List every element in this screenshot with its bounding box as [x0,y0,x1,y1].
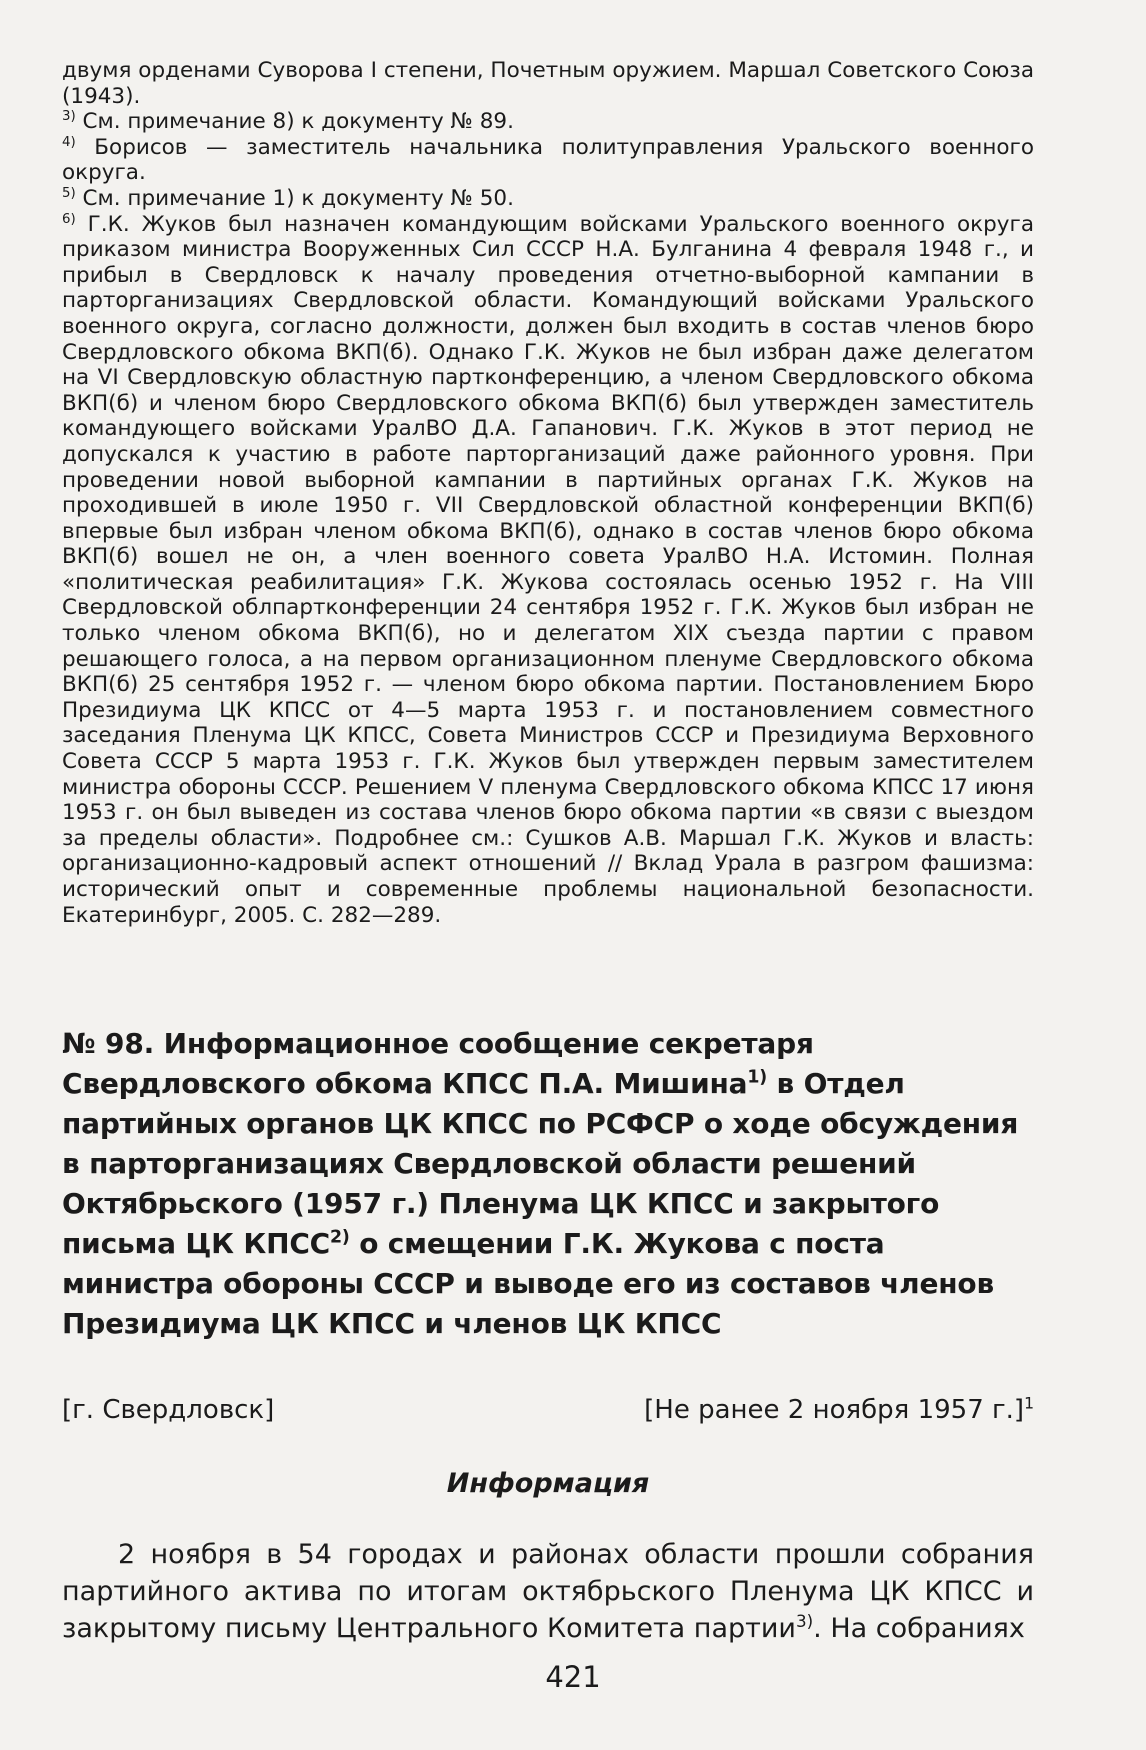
body-footnote-marker: 3) [795,1611,814,1632]
footnote-3 [62,109,1034,135]
date-footnote-marker: 1 [1024,1394,1034,1413]
footnote-4 [62,135,1034,186]
document-place: [г. Свердловск] [62,1395,275,1426]
title-text: о смещении Г.К. Жукова с поста министра обороны СССР и выводе его из составов членов Президиума ЦК КПСС и членов ЦК КПСС [62,1227,994,1341]
footnote-text: См. примечание 1) к документу № 50. [75,185,514,211]
footnote-5 [62,186,1034,212]
title-text: в Отдел партийных органов ЦК КПСС по РСФСР о ходе обсуждения в парторганизациях Свердловской области решений Октябрьского (1957 г.) Пленума ЦК КПСС и закрытого письма ЦК КПСС [62,1067,1019,1261]
title-footnote-marker: 2) [330,1227,350,1248]
footnote-6 [62,212,1034,929]
footnote-marker: 3) [62,109,76,125]
footnote-text: Борисов — заместитель начальника политуправления Уральского военного округа. [62,134,1034,186]
document-date [644,1394,1034,1426]
footnote-text: См. примечание 8) к документу № 89. [75,109,514,135]
book-page [62,58,1034,1647]
body-text: . На собраниях [813,1613,1025,1645]
footnotes-section [62,58,1034,928]
footnote-marker: 4) [62,134,76,150]
footnote-continuation: двумя орденами Суворова I степени, Почетным оружием. Маршал Советского Союза (1943). [62,58,1034,109]
page-number: 421 [545,1660,601,1694]
footnote-marker: 5) [62,185,76,201]
document-title [62,1024,1034,1344]
title-footnote-marker: 1) [747,1067,767,1088]
footnote-text: Г.К. Жуков был назначен командующим войсками Уральского военного округа приказом министра Вооруженных Сил СССР Н.А. Булганина 4 февраля 1948 г., и прибыл в Свердловск к началу проведения отчетно-выборной кампании в парторганизациях Свердловской области. Командующий войсками Уральского военного округа, согласно должности, должен был входить в состав членов бюро Свердловского обкома ВКП(б). Однако Г.К. Жуков не был избран даже делегатом на VI Свердловскую областную партконференцию, а членом Свердловского обкома ВКП(б) и членом бюро Свердловского обкома ВКП(б) был утвержден заместитель командующего войсками УралВО Д.А. Гапанович. Г.К. Жуков в этот период не допускался к участию в работе парторганизаций даже районного уровня. При проведении новой выборной кампании в партийных органах Г.К. Жуков на проходившей в июле 1950 г. VII Свердловской областной конференции ВКП(б) впервые был избран членом обкома ВКП(б), однако в состав членов бюро обкома ВКП(б) вошел не он, а член военного совета УралВО Н.А. Истомин. Полная «политическая реабилитация» Г.К. Жукова состоялась осенью 1952 г. На VIII Свердловской облпартконференции 24 сентября 1952 г. Г.К. Жуков был избран не только членом обкома ВКП(б), но и делегатом XIX съезда партии с правом решающего голоса, а на первом организационном пленуме Свердловского обкома ВКП(б) 25 сентября 1952 г. — членом бюро обкома партии. Постановлением Бюро Президиума ЦК КПСС от 4—5 марта 1953 г. и постановлением совместного заседания Пленума ЦК КПСС, Совета Министров СССР и Президиума Верховного Совета СССР 5 марта 1953 г. Г.К. Жуков был утвержден первым заместителем министра обороны СССР. Решением V пленума Свердловского обкома КПСС 17 июня 1953 г. он был выведен из состава членов бюро обкома партии «в связи с выездом за пределы области». Подробнее см.: Сушков А.В. Маршал Г.К. Жуков и власть: организационно-кадровый аспект отношений // Вклад Урала в разгром фашизма: исторический опыт и современные проблемы национальной безопасности. Екатеринбург, 2005. С. 282—289. [62,211,1034,928]
footnote-marker: 6) [62,211,76,227]
document-heading: Информация [446,1468,650,1500]
date-text: [Не ранее 2 ноября 1957 г.] [644,1395,1025,1426]
title-text: № 98. Информационное сообщение секретаря Свердловского обкома КПСС П.А. Мишина [62,1027,814,1101]
document-body [62,1536,1034,1647]
document-meta [62,1394,1034,1426]
body-text: 2 ноября в 54 городах и районах области прошли собрания партийного актива по итогам октябрьского Пленума ЦК КПСС и закрытому письму Центрального Комитета партии [62,1539,1034,1645]
